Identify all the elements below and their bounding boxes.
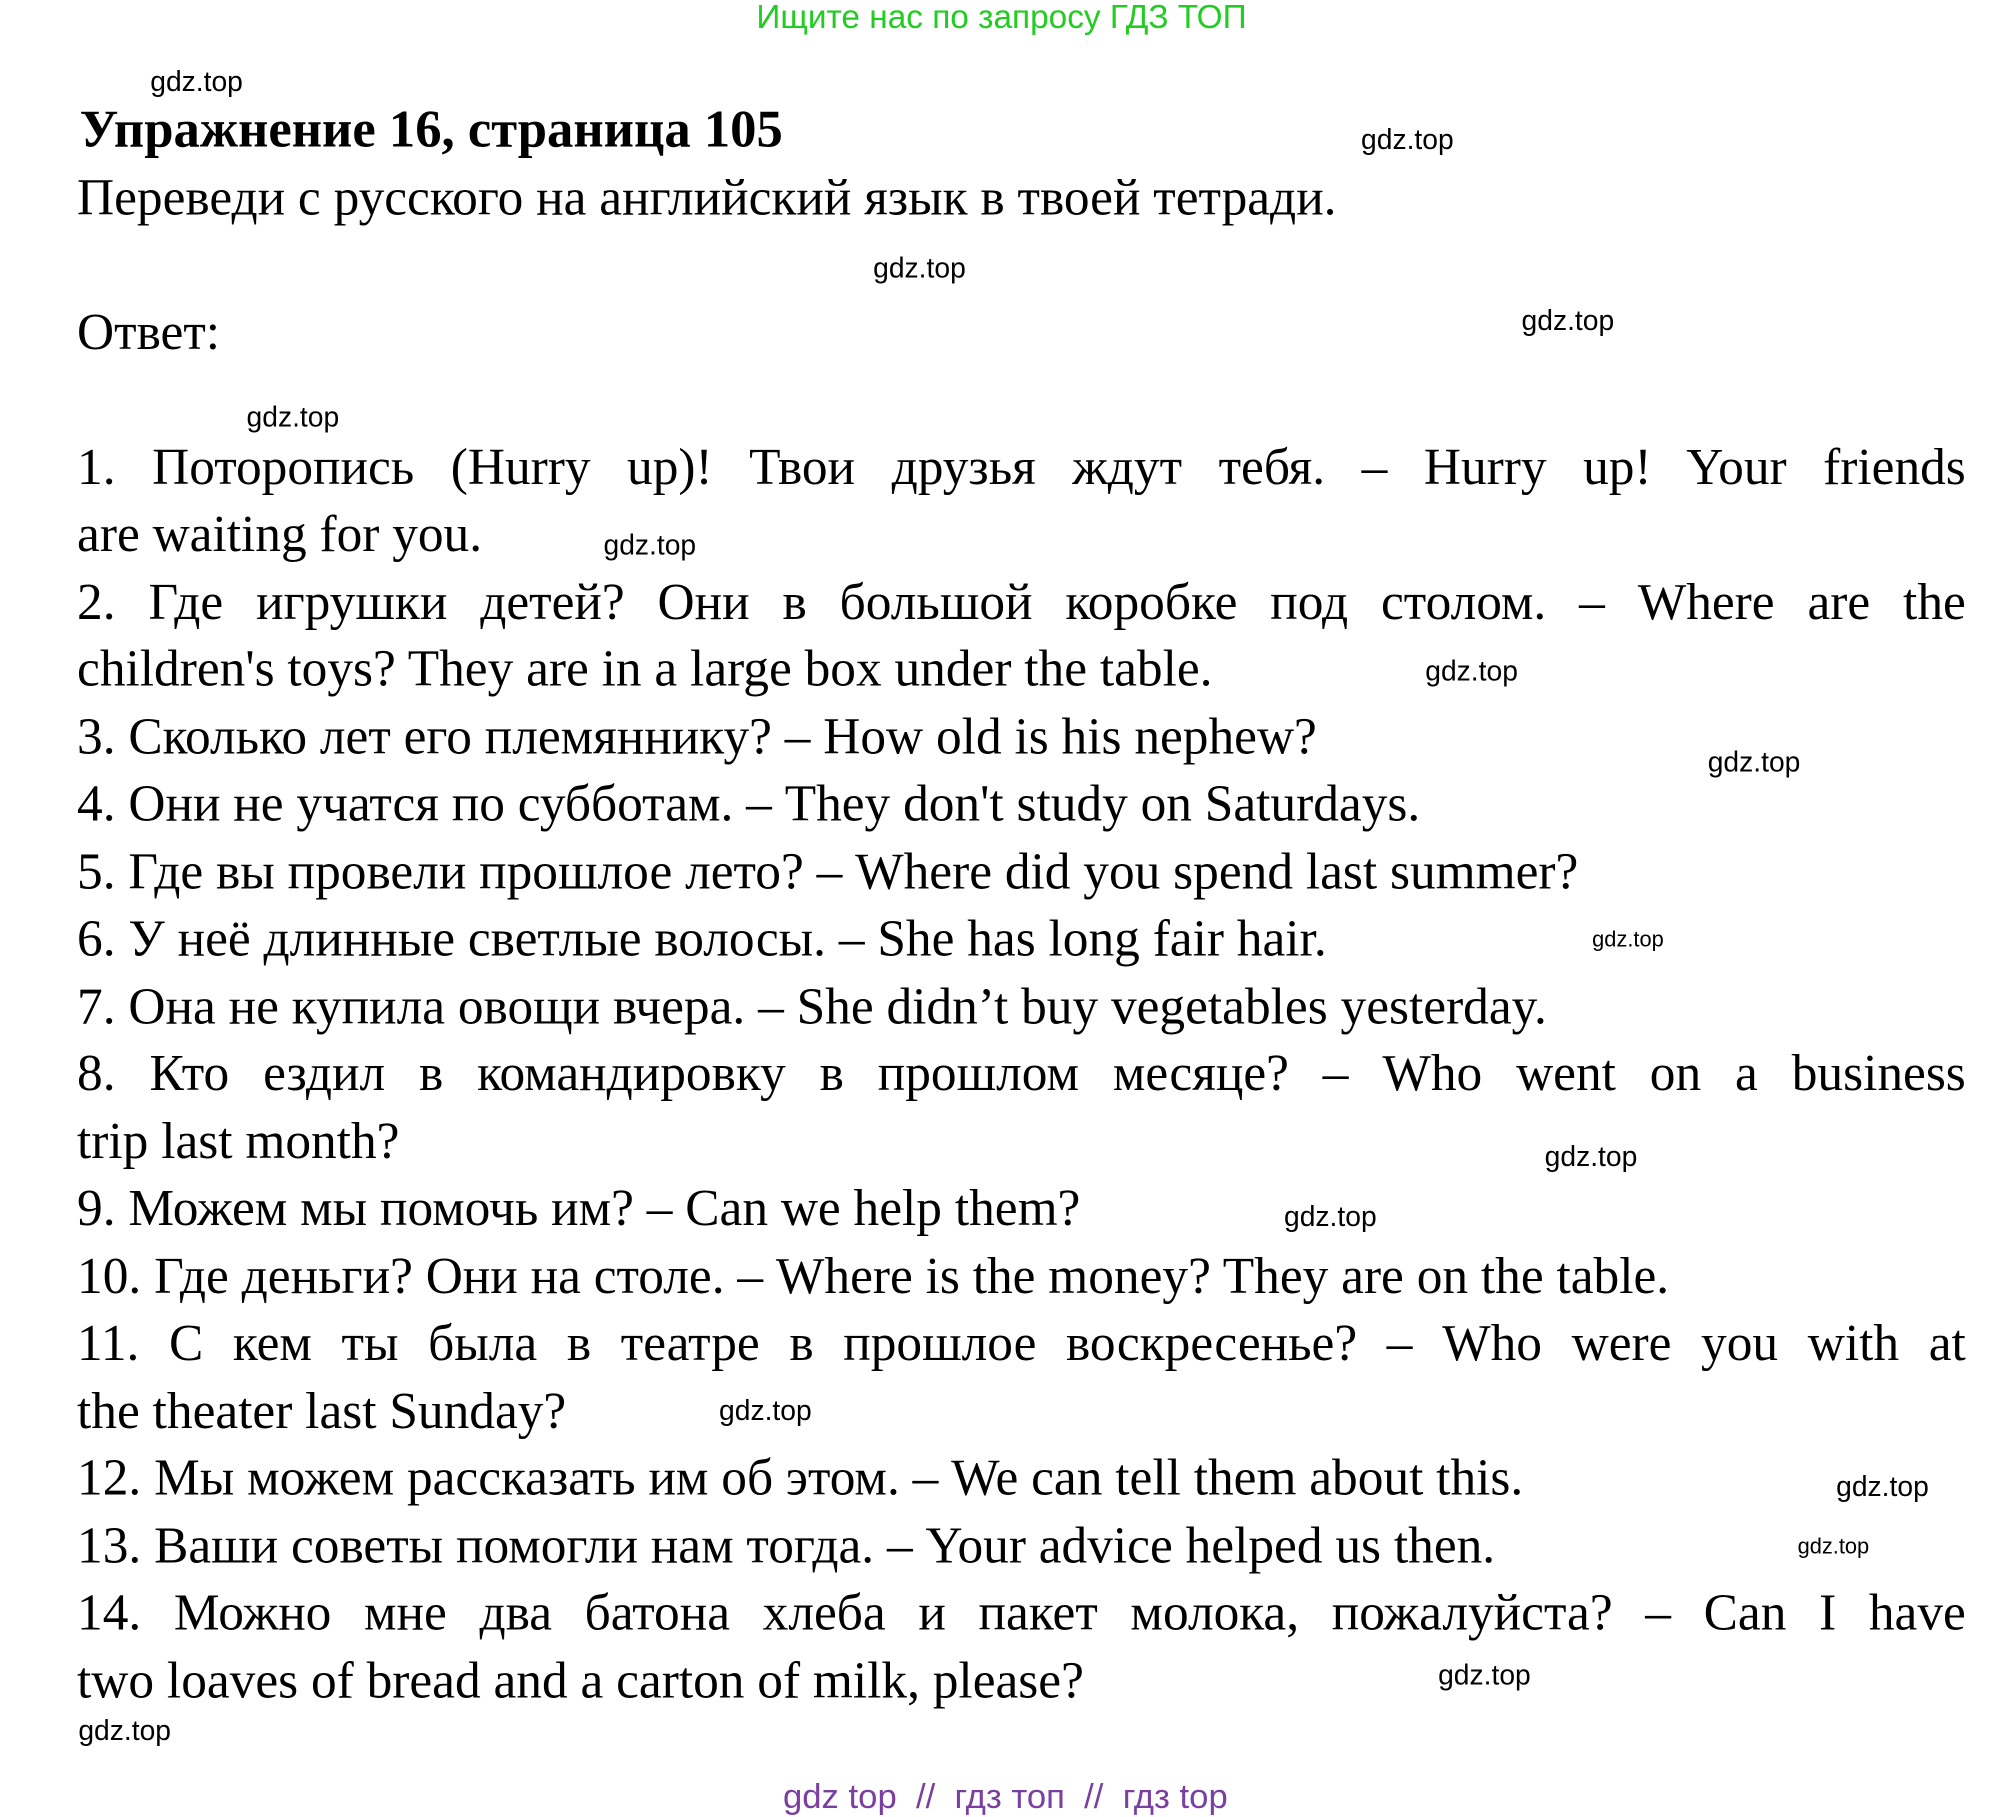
page-title: Упражнение 16, страница 105	[79, 98, 783, 158]
answer-line: 11. С кем ты была в театре в прошлое воскресенье? – Who were you with at	[77, 1313, 1966, 1372]
answer-line: 8. Кто ездил в командировку в прошлом месяце? – Who went on a business	[77, 1043, 1966, 1102]
watermark: gdz.top	[150, 65, 243, 98]
answer-line: 13. Ваши советы помогли нам тогда. – Your advice helped us then.	[77, 1516, 1496, 1575]
watermark: gdz.top	[1361, 123, 1454, 156]
watermark: gdz.top	[873, 251, 966, 284]
watermark: gdz.top	[1707, 746, 1801, 779]
watermark: gdz.top	[1797, 1534, 1870, 1559]
header-banner: Ищите нас по запросу ГДЗ ТОП	[756, 0, 1247, 36]
answer-line: trip last month?	[77, 1111, 400, 1170]
answer-line: children's toys? They are in a large box under the table.	[77, 639, 1213, 698]
watermark: gdz.top	[1284, 1200, 1377, 1233]
answer-line: 10. Где деньги? Они на столе. – Where is the money? They are on the table.	[77, 1246, 1670, 1305]
watermark: gdz.top	[1836, 1470, 1929, 1503]
watermark: gdz.top	[246, 400, 340, 433]
answer-line: 12. Мы можем рассказать им об этом. – We can tell them about this.	[77, 1448, 1524, 1507]
answer-line: 14. Можно мне два батона хлеба и пакет молока, пожалуйста? – Can I have	[77, 1583, 1966, 1641]
watermark: gdz.top	[719, 1394, 812, 1427]
instruction: Переведи с русского на английский язык в твоей тетради.	[77, 168, 1337, 226]
watermark: gdz.top	[1521, 304, 1615, 337]
answer-line: 9. Можем мы помочь им? – Can we help them?	[77, 1178, 1081, 1237]
answer-label: Ответ:	[77, 303, 221, 361]
watermark: gdz.top	[1544, 1140, 1638, 1173]
answer-line: 6. У неё длинные светлые волосы. – She has long fair hair.	[77, 909, 1327, 967]
watermark: gdz.top	[1425, 654, 1518, 687]
watermark: gdz.top	[78, 1714, 171, 1747]
answer-line: 5. Где вы провели прошлое лето? – Where did you spend last summer?	[77, 842, 1579, 901]
answer-line: two loaves of bread and a carton of milk, please?	[77, 1651, 1084, 1710]
answer-line: 4. Они не учатся по субботам. – They don't study on Saturdays.	[77, 774, 1421, 833]
answer-line: 2. Где игрушки детей? Они в большой коробке под столом. – Where are the	[77, 572, 1966, 631]
answer-line: 1. Поторопись (Hurry up)! Твои друзья ждут тебя. – Hurry up! Your friends	[77, 437, 1966, 496]
answer-line: 3. Сколько лет его племяннику? – How old is his nephew?	[77, 707, 1317, 766]
footer-links: gdz top // гдз топ // гдз top	[782, 1777, 1228, 1816]
answer-line: are waiting for you.	[77, 504, 483, 563]
watermark: gdz.top	[1592, 927, 1664, 952]
answer-line: the theater last Sunday?	[77, 1381, 567, 1440]
answer-line: 7. Она не купила овощи вчера. – She didn’t buy vegetables yesterday.	[77, 977, 1547, 1035]
watermark: gdz.top	[603, 529, 697, 562]
watermark: gdz.top	[1438, 1658, 1531, 1692]
